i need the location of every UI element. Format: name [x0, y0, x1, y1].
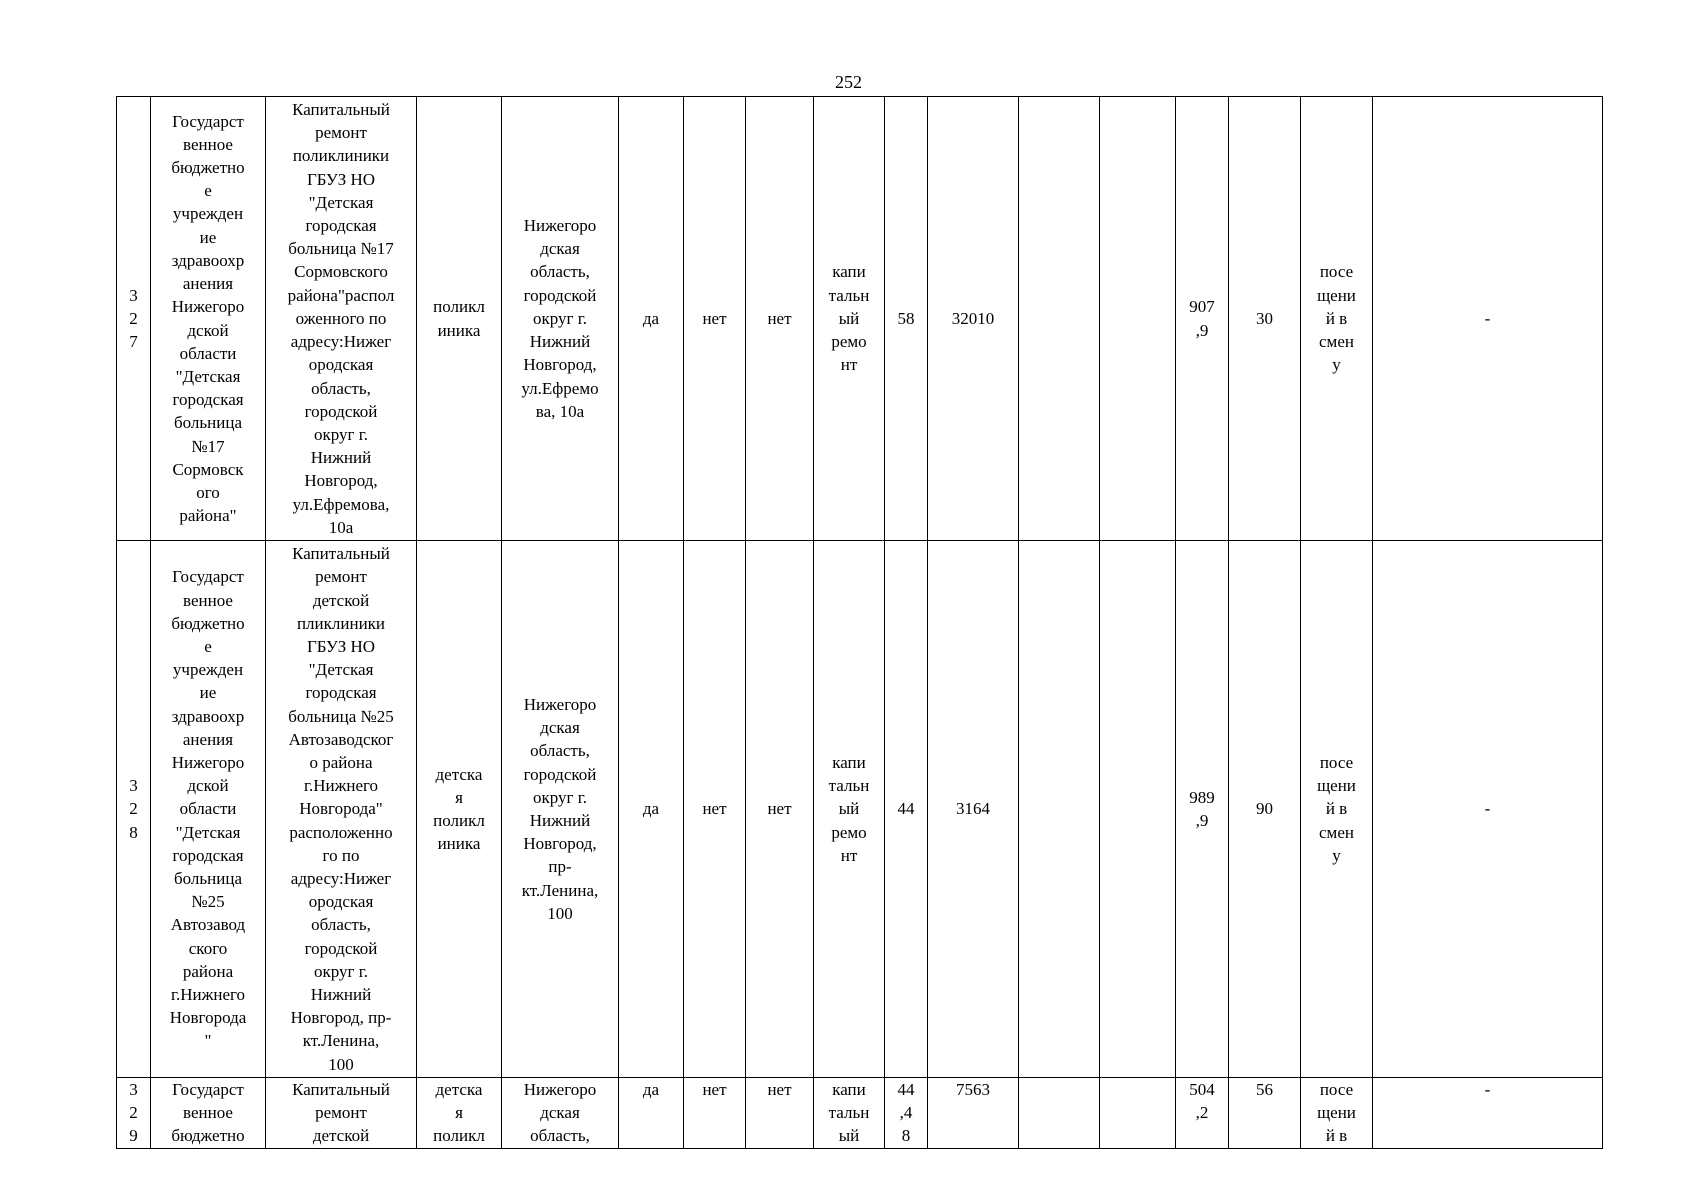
col15-text: 56 — [1256, 1080, 1273, 1099]
col11-cell — [928, 97, 1019, 541]
col14-text: 989 ,9 — [1189, 787, 1215, 830]
col13-text — [1103, 1078, 1172, 1148]
table-body — [117, 97, 1603, 1149]
organization-cell — [151, 97, 266, 541]
col8-cell — [746, 541, 814, 1078]
row-number-text: 3 2 9 — [129, 1080, 138, 1146]
address-cell — [502, 97, 619, 541]
col15-text: 90 — [1256, 799, 1273, 819]
col12-text — [1022, 1078, 1096, 1148]
object-name-cell — [266, 541, 417, 1078]
work-type-text: капи тальн ый ремо нт — [828, 752, 870, 865]
col10-cell — [885, 97, 928, 541]
address-text: Нижегоро дская область, — [523, 1080, 597, 1146]
unit-text: посе щени й в смен у — [1317, 262, 1356, 375]
col12-cell — [1019, 541, 1100, 1078]
col17-text: - — [1484, 308, 1491, 328]
work-type-cell — [814, 97, 885, 541]
organization-cell — [151, 1078, 266, 1149]
object-type-text: детска я поликл иника — [433, 764, 485, 854]
work-type-cell — [814, 1078, 885, 1149]
col8-text: нет — [767, 308, 792, 328]
work-type-cell — [814, 541, 885, 1078]
address-cell — [502, 541, 619, 1078]
row-number-cell — [117, 97, 151, 541]
col15-cell — [1229, 1078, 1301, 1149]
col17-cell — [1373, 97, 1603, 541]
col8-cell — [746, 97, 814, 541]
col10-text: 58 — [897, 308, 915, 328]
col13-cell — [1100, 1078, 1176, 1149]
table-row — [117, 1078, 1603, 1149]
col6-cell — [619, 97, 684, 541]
object-name-cell — [266, 97, 417, 541]
col14-cell — [1176, 541, 1229, 1078]
work-type-text: капи тальн ый ремо нт — [828, 262, 870, 375]
registry-table — [116, 96, 1603, 1149]
col11-cell — [928, 541, 1019, 1078]
col8-text: нет — [767, 799, 792, 819]
col7-text: нет — [702, 799, 727, 819]
col6-text: да — [642, 308, 660, 328]
col17-text: - — [1484, 1080, 1491, 1099]
unit-cell — [1301, 1078, 1373, 1149]
col15-cell — [1229, 541, 1301, 1078]
table-row — [117, 97, 1603, 541]
col17-cell — [1373, 541, 1603, 1078]
col7-cell — [684, 541, 746, 1078]
col7-cell — [684, 97, 746, 541]
col13-cell — [1100, 97, 1176, 541]
col13-cell — [1100, 541, 1176, 1078]
col15-cell — [1229, 97, 1301, 541]
unit-cell — [1301, 541, 1373, 1078]
row-number-cell — [117, 1078, 151, 1149]
unit-text: посе щени й в — [1317, 1080, 1356, 1146]
object-type-text: детска я поликл — [433, 1080, 485, 1146]
col10-cell — [885, 541, 928, 1078]
col17-text: - — [1484, 799, 1491, 819]
row-number-text: 3 2 8 — [129, 776, 138, 842]
object-type-cell — [417, 97, 502, 541]
work-type-text: капи тальн ый — [828, 1080, 870, 1146]
object-type-cell — [417, 1078, 502, 1149]
col11-text: 3164 — [956, 799, 990, 819]
col7-cell — [684, 1078, 746, 1149]
col6-cell — [619, 1078, 684, 1149]
col6-text: да — [642, 1080, 660, 1099]
organization-cell — [151, 541, 266, 1078]
object-name-text: Капитальный ремонт поликлиники ГБУЗ НО "Детская городская больница №17 Сормовского района"распол оженного по адресу:Нижег ородская область, городской округ г. Нижний Новгород, ул.Ефремова, 10а — [287, 100, 395, 537]
address-text: Нижегоро дская область, городской округ г. Нижний Новгород, ул.Ефремо ва, 10а — [521, 216, 599, 421]
object-name-text: Капитальный ремонт детской — [292, 1080, 390, 1146]
address-cell — [502, 1078, 619, 1149]
object-name-cell — [266, 1078, 417, 1149]
col7-text: нет — [702, 308, 727, 328]
col8-cell — [746, 1078, 814, 1149]
page-number: 252 — [835, 72, 862, 92]
unit-cell — [1301, 97, 1373, 541]
object-type-text: поликл иника — [433, 297, 485, 340]
table-row — [117, 541, 1603, 1078]
object-name-text: Капитальный ремонт детской пликлиники ГБУЗ НО "Детская городская больница №25 Автозаводског о района г.Нижнего Новгорода" расположенно го по адресу:Нижег ородская область, городской округ г. Нижний Новгород, пр- кт.Ленина, 100 — [288, 544, 394, 1074]
row-number-text: 3 2 7 — [129, 285, 138, 352]
col15-text: 30 — [1256, 308, 1273, 328]
col14-text: 907 ,9 — [1189, 297, 1215, 340]
organization-text: Государст венное бюджетно — [171, 1080, 245, 1146]
col10-text: 44 — [897, 799, 915, 819]
col10-cell — [885, 1078, 928, 1149]
col7-text: нет — [702, 1080, 727, 1099]
col14-text: 504 ,2 — [1189, 1080, 1215, 1123]
col12-cell — [1019, 97, 1100, 541]
col14-cell — [1176, 97, 1229, 541]
col12-cell — [1019, 1078, 1100, 1149]
col10-text: 44 ,4 8 — [897, 1080, 915, 1146]
col11-text: 32010 — [951, 308, 995, 328]
row-number-cell — [117, 541, 151, 1078]
address-text: Нижегоро дская область, городской округ г. Нижний Новгород, пр- кт.Ленина, 100 — [521, 694, 599, 923]
object-type-cell — [417, 541, 502, 1078]
col17-cell — [1373, 1078, 1603, 1149]
col14-cell — [1176, 1078, 1229, 1149]
col6-cell — [619, 541, 684, 1078]
unit-text: посе щени й в смен у — [1317, 752, 1356, 865]
col8-text: нет — [767, 1080, 792, 1099]
organization-text: Государст венное бюджетно е учрежден ие здравоохр анения Нижегоро дской области "Детская городская больница №17 Сормовск ого района" — [171, 111, 245, 526]
organization-text: Государст венное бюджетно е учрежден ие здравоохр анения Нижегоро дской области "Детская городская больница №25 Автозавод ского района г.Нижнего Новгорода " — [169, 567, 247, 1051]
col11-cell — [928, 1078, 1019, 1149]
col6-text: да — [642, 799, 660, 819]
col11-text: 7563 — [956, 1080, 990, 1099]
